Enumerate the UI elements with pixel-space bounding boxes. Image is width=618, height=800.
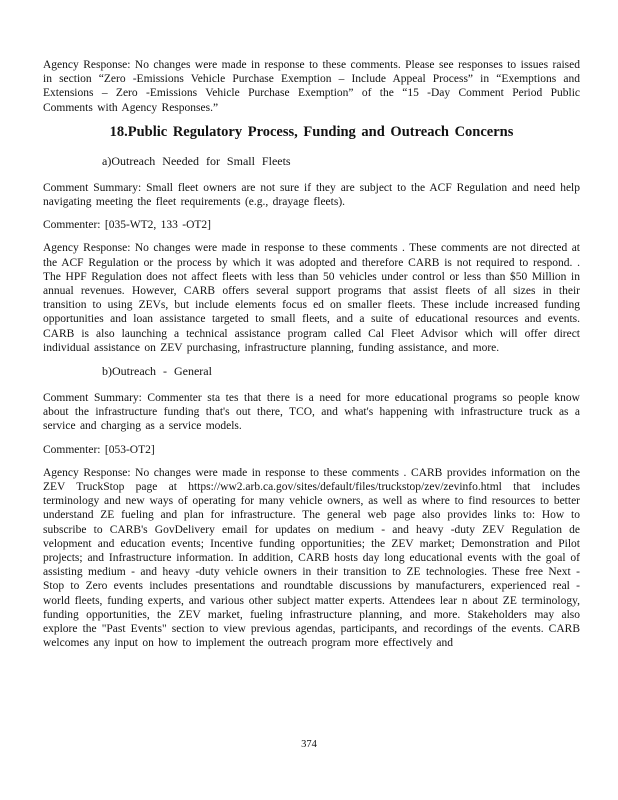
page-content — [43, 58, 580, 660]
intro-agency-response-paragraph: Agency Response: No changes were made in response to these comments. Please see responses to issues raised in section “Zero -Emissions Vehicle Purchase Exemption – Include Appeal Process” in “Exemptions and Extensions – Zero -Emissions Vehicle Purchase Exemption” of the “15 -Day Comment Period Public Comments with Agency Responses.” — [43, 59, 580, 114]
subsection-heading-b: b)Outreach - General — [102, 364, 212, 379]
subsection-heading-a: a)Outreach Needed for Small Fleets — [102, 153, 291, 168]
commenter-b-line: Commenter: [053-OT2] — [43, 443, 155, 456]
agency-response-b-paragraph: Agency Response: No changes were made in response to these comments . CARB provides information on the ZEV TruckStop page at https://ww2.arb.ca.gov/sites/default/files/truckstop/zev/zevinfo.html that includes terminology and new ways of operating for many vehicle owners, as well as where to find resources to better understand ZE fueling and plan for infrastructure. The general web page also provides links to: How to subscribe to CARB's GovDelivery email for updates on medium - and heavy -duty ZEV Regulation de velopment and education events; Incentive funding opportunities; the ZEV market; Demonstration and Pilot projects; and Infrastructure information. In addition, CARB hosts day long educational events with the goal of assisting medium - and heavy -duty vehicle owners in their transition to ZE technologies. These free Next -Stop to Zero events includes presentations and roundtable discussions by manufacturers, experienced real -world fleets, funding experts, and various other subject matter experts. Attendees lear n about ZE terminology, funding opportunities, the ZEV market, fueling infrastructure planning, and more. Stakeholders may also explore the "Past Events" section to view previous agendas, participants, and recordings of the events. CARB welcomes any input on how to implement the outreach program more effectively and — [43, 466, 580, 650]
comment-summary-b-paragraph: Comment Summary: Commenter sta tes that there is a need for more educational programs so people know about the infrastructure funding that's out there, TCO, and what's happening with infrastructure truck as a service and charging as a service models. — [43, 392, 580, 433]
agency-response-a-paragraph: Agency Response: No changes were made in response to these comments . These comments are not directed at the ACF Regulation or the process by which it was adopted and therefore CARB is not required to respond. . The HPF Regulation does not affect fleets with less than 50 vehicles under control or less than $50 Million in annual revenues. However, CARB offers several support programs that assist fleets of all sizes in their transition to using ZEVs, but include elements focus ed on smaller fleets. These include increased funding opportunities and loan assistance targeted to small fleets, and a suite of educational resources and events. CARB is also launching a technical assistance program called Cal Fleet Advisor which will offer direct individual assistance on ZEV purchasing, infrastructure planning, funding assistance, and more. — [43, 242, 580, 354]
commenter-a-line: Commenter: [035-WT2, 133 -OT2] — [43, 219, 212, 232]
page-number: 374 — [301, 739, 317, 750]
section-heading: 18.Public Regulatory Process, Funding and Outreach Concerns — [109, 123, 514, 140]
comment-summary-a-paragraph: Comment Summary: Small fleet owners are not sure if they are subject to the ACF Regulation and need help navigating meeting the fleet requirements (e.g., drayage fleets). — [43, 181, 580, 209]
